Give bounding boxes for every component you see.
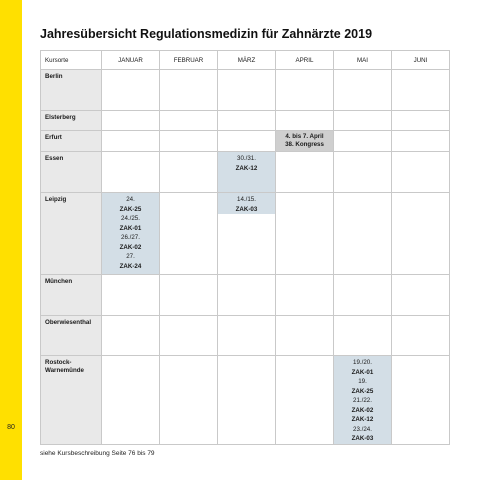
city-elsterberg: Elsterberg [41, 111, 102, 131]
header-januar: JANUAR [102, 51, 160, 70]
cell-muenchen-maerz [218, 275, 276, 316]
city-leipzig: Leipzig [41, 193, 102, 275]
cell-elsterberg-maerz [218, 111, 276, 131]
header-mai: MAI [334, 51, 392, 70]
course-date: 26./27. [121, 234, 140, 241]
congress-label: 38. Kongress [285, 141, 324, 148]
table-row [41, 131, 450, 152]
cell-essen-maerz [218, 152, 276, 193]
cell-muenchen-juni [392, 275, 450, 316]
course-code: ZAK-12 [351, 416, 374, 423]
course-code: ZAK-01 [351, 368, 374, 376]
course-date: 21./22. [353, 397, 372, 404]
cell-oberwiesenthal-juni [392, 316, 450, 356]
cell-muenchen-april [276, 275, 334, 316]
table-row [41, 111, 450, 131]
table-row [41, 152, 450, 193]
cell-leipzig-januar [102, 193, 160, 275]
table-header-row [41, 51, 450, 70]
cell-berlin-mai [334, 70, 392, 111]
header-juni: JUNI [392, 51, 450, 70]
course-code: ZAK-03 [235, 205, 258, 213]
course-code: ZAK-25 [119, 205, 142, 213]
cell-berlin-januar [102, 70, 160, 111]
course-date: 24. [126, 196, 135, 203]
city-berlin: Berlin [41, 70, 102, 111]
course-code: ZAK-25 [351, 387, 374, 395]
course-schedule-table [40, 50, 450, 445]
course-code: ZAK-24 [119, 262, 142, 270]
cell-rostock-maerz [218, 356, 276, 445]
cell-leipzig-februar [160, 193, 218, 275]
course-date: 19./20. [353, 359, 372, 366]
course-date: 14./15. [237, 196, 256, 203]
course-code: ZAK-02 [119, 243, 142, 251]
cell-rostock-mai [334, 356, 392, 445]
table-row [41, 193, 450, 275]
course-code: ZAK-12 [235, 164, 258, 172]
cell-erfurt-februar [160, 131, 218, 152]
cell-oberwiesenthal-januar [102, 316, 160, 356]
cell-leipzig-juni [392, 193, 450, 275]
cell-elsterberg-april [276, 111, 334, 131]
cell-muenchen-februar [160, 275, 218, 316]
cell-elsterberg-februar [160, 111, 218, 131]
cell-leipzig-maerz [218, 193, 276, 275]
cell-essen-mai [334, 152, 392, 193]
course-code: ZAK-02 [351, 406, 374, 414]
table-row [41, 70, 450, 111]
cell-essen-januar [102, 152, 160, 193]
cell-elsterberg-mai [334, 111, 392, 131]
cell-erfurt-juni [392, 131, 450, 152]
cell-essen-juni [392, 152, 450, 193]
cell-oberwiesenthal-februar [160, 316, 218, 356]
course-code: ZAK-01 [119, 224, 142, 232]
cell-erfurt-mai [334, 131, 392, 152]
cell-rostock-april [276, 356, 334, 445]
footer-note: siehe Kursbeschreibung Seite 76 bis 79 [40, 450, 155, 457]
course-date: 24./25. [121, 215, 140, 222]
header-februar: FEBRUAR [160, 51, 218, 70]
page-number: 80 [7, 424, 15, 431]
cell-berlin-februar [160, 70, 218, 111]
cell-essen-april [276, 152, 334, 193]
cell-essen-februar [160, 152, 218, 193]
header-april: APRIL [276, 51, 334, 70]
cell-oberwiesenthal-maerz [218, 316, 276, 356]
course-code: ZAK-03 [351, 435, 374, 442]
cell-erfurt-maerz [218, 131, 276, 152]
page-title: Jahresübersicht Regulationsmedizin für Zahnärzte 2019 [40, 27, 373, 41]
cell-berlin-april [276, 70, 334, 111]
city-rostock-warnemuende: Rostock-Warnemünde [41, 356, 102, 445]
course-date: 19. [358, 378, 367, 385]
cell-oberwiesenthal-april [276, 316, 334, 356]
cell-leipzig-mai [334, 193, 392, 275]
cell-elsterberg-januar [102, 111, 160, 131]
cell-erfurt-april [276, 131, 334, 152]
course-date: 23./24. [353, 425, 372, 433]
cell-berlin-juni [392, 70, 450, 111]
cell-rostock-februar [160, 356, 218, 445]
cell-rostock-juni [392, 356, 450, 445]
city-essen: Essen [41, 152, 102, 193]
congress-dates: 4. bis 7. April [285, 133, 324, 140]
header-maerz: MÄRZ [218, 51, 276, 70]
cell-erfurt-januar [102, 131, 160, 152]
cell-muenchen-mai [334, 275, 392, 316]
side-accent-bar [0, 0, 22, 480]
city-muenchen: München [41, 275, 102, 316]
cell-leipzig-april [276, 193, 334, 275]
course-date: 27. [126, 253, 135, 260]
city-erfurt: Erfurt [41, 131, 102, 152]
course-date: 30./31. [237, 155, 256, 162]
city-oberwiesenthal: Oberwiesenthal [41, 316, 102, 356]
cell-berlin-maerz [218, 70, 276, 111]
table-row [41, 275, 450, 316]
table-row [41, 316, 450, 356]
cell-muenchen-januar [102, 275, 160, 316]
cell-rostock-januar [102, 356, 160, 445]
cell-oberwiesenthal-mai [334, 316, 392, 356]
cell-elsterberg-juni [392, 111, 450, 131]
table-row [41, 356, 450, 445]
header-kursorte: Kursorte [41, 51, 102, 70]
